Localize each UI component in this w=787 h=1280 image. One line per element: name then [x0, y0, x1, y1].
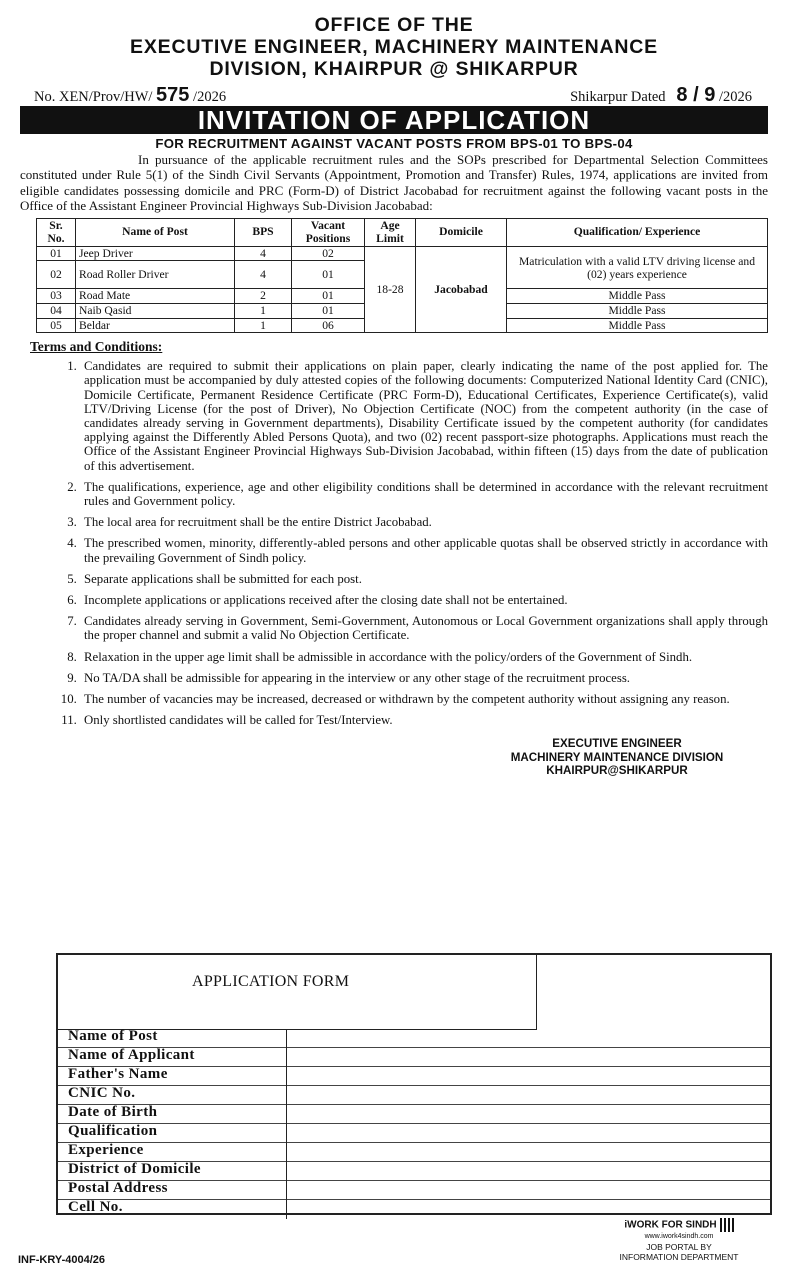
reference-line — [20, 84, 768, 106]
advertisement-page — [20, 14, 768, 778]
cell-bps: 4 — [235, 246, 292, 261]
list-item: 4. The prescribed women, minority, differently-abled persons and other applicable quotas shall be observed strictly in accordance with the prevailing Government of Sindh policy. — [80, 536, 768, 564]
form-row-fathers-name[interactable] — [58, 1067, 770, 1086]
cell-sr: 02 — [37, 261, 76, 289]
cell-bps: 1 — [235, 304, 292, 319]
intro-paragraph — [20, 152, 768, 214]
cell-domicile: Jacobabad — [416, 246, 507, 332]
col-age: Age Limit — [365, 218, 416, 246]
cell-vacant: 01 — [292, 304, 365, 319]
dated-label: Shikarpur Dated — [570, 89, 666, 105]
cell-bps: 1 — [235, 318, 292, 333]
list-item: 2. The qualifications, experience, age and other eligibility conditions shall be determined in accordance with the relevant recruitment rules and Government policy. — [80, 480, 768, 508]
form-row-name-of-post[interactable] — [58, 1029, 770, 1048]
portal-line-2: INFORMATION DEPARTMENT — [619, 1252, 739, 1262]
form-row-qualification[interactable] — [58, 1124, 770, 1143]
cell-qualification: Middle Pass — [507, 304, 768, 319]
form-fields — [58, 1029, 770, 1218]
list-item: 9. No TA/DA shall be admissible for appearing in the interview or any other stage of the recruitment process. — [80, 671, 768, 685]
iwork-portal-badge — [614, 1218, 744, 1262]
cell-post: Jeep Driver — [76, 246, 235, 261]
cell-post: Road Roller Driver — [76, 261, 235, 289]
signature-block — [484, 737, 750, 778]
cell-sr: 01 — [37, 246, 76, 261]
form-row-cell-no[interactable] — [58, 1200, 770, 1218]
portal-url: www.iwork4sindh.com — [644, 1233, 714, 1240]
form-title: APPLICATION FORM — [192, 973, 350, 990]
field-label: Experience — [68, 1142, 144, 1158]
signatory-location: KHAIRPUR@SHIKARPUR — [546, 764, 688, 778]
terms-list — [20, 359, 768, 727]
cell-post: Road Mate — [76, 289, 235, 304]
invitation-banner: INVITATION OF APPLICATION — [20, 106, 768, 134]
cell-vacant: 01 — [292, 261, 365, 289]
portal-line-1: JOB PORTAL BY — [646, 1242, 712, 1252]
intro-text: In pursuance of the applicable recruitment rules and the SOPs prescribed for Departmental Selection Committees constituted under Rule 5(1) of the Sindh Civil Servants (Appointment, Promotion and Transfer) Rules, 1974, applications are invited from eligible candidates possessing domicile and PRC (Form-D) of District Jacobabad for recruitment against the following vacant posts in the Office of the Assistant Engineer Provincial Highways Sub-Division Jacobabad: — [20, 152, 768, 214]
reference-number: 575 — [156, 84, 190, 106]
table-row — [37, 246, 768, 261]
col-post: Name of Post — [76, 218, 235, 246]
dated-value: 8 / 9 — [676, 84, 716, 106]
list-item: 11. Only shortlisted candidates will be called for Test/Interview. — [80, 713, 768, 727]
cell-sr: 03 — [37, 289, 76, 304]
field-label: Name of Applicant — [68, 1047, 195, 1063]
cell-age-limit: 18-28 — [365, 246, 416, 332]
col-vacant: Vacant Positions — [292, 218, 365, 246]
col-sr: Sr. No. — [37, 218, 76, 246]
field-label: Father's Name — [68, 1066, 168, 1082]
photo-box — [536, 955, 770, 1029]
cell-qualification: Middle Pass — [507, 289, 768, 304]
col-bps: BPS — [235, 218, 292, 246]
cell-qualification: Middle Pass — [507, 318, 768, 333]
cell-post: Naib Qasid — [76, 304, 235, 319]
advertisement-code: INF-KRY-4004/26 — [18, 1254, 106, 1266]
cell-vacant: 02 — [292, 246, 365, 261]
portal-brand: iWORK FOR SINDH — [624, 1219, 717, 1231]
reference-year: /2026 — [193, 89, 227, 105]
vacant-posts-table — [36, 218, 768, 334]
terms-heading: Terms and Conditions: — [30, 339, 163, 355]
form-row-cnic[interactable] — [58, 1086, 770, 1105]
list-item: 8. Relaxation in the upper age limit shall be admissible in accordance with the policy/orders of the Government of Sindh. — [80, 650, 768, 664]
application-form — [56, 953, 772, 1215]
office-header — [20, 14, 768, 80]
form-row-postal-address[interactable] — [58, 1181, 770, 1200]
col-domicile: Domicile — [416, 218, 507, 246]
list-item: 5. Separate applications shall be submitted for each post. — [80, 572, 768, 586]
field-label: Name of Post — [68, 1028, 158, 1044]
cell-sr: 04 — [37, 304, 76, 319]
cell-sr: 05 — [37, 318, 76, 333]
field-label: Qualification — [68, 1123, 158, 1139]
qr-code-icon — [720, 1218, 734, 1232]
form-row-name-of-applicant[interactable] — [58, 1048, 770, 1067]
form-row-district-of-domicile[interactable] — [58, 1162, 770, 1181]
field-label: CNIC No. — [68, 1085, 136, 1101]
header-line-1: OFFICE OF THE — [314, 14, 474, 36]
field-label: Date of Birth — [68, 1104, 158, 1120]
list-item: 1. Candidates are required to submit their applications on plain paper, clearly indicating the name of the post applied for. The application must be accompanied by duly attested copies of the following documents: Computerized National Identity Card (CNIC), Domicile Certificate, Permanent Residence Certificate (PRC Form-D), Educational Certificates, Experience Certificate(s), valid LTV/Driving License (for the post of Driver), No Objection Certificate (NOC) from the competent authority (in the case of candidates already serving in Government departments), Disability Certificate issued by the competent authority (for candidates applying against the Differently Abled Persons Quota), and two (02) recent passport-size photographs. Applications must reach the Office of the Assistant Engineer Provincial Highways Sub-Division Jacobabad, within fifteen (15) days from the date of publication of this advertisement. — [80, 359, 768, 473]
cell-bps: 2 — [235, 289, 292, 304]
cell-vacant: 06 — [292, 318, 365, 333]
table-header-row — [37, 218, 768, 246]
form-title-cell — [58, 955, 537, 1030]
recruitment-subtitle: FOR RECRUITMENT AGAINST VACANT POSTS FROM BPS-01 TO BPS-04 — [155, 136, 633, 151]
cell-bps: 4 — [235, 261, 292, 289]
form-row-date-of-birth[interactable] — [58, 1105, 770, 1124]
header-line-2: EXECUTIVE ENGINEER, MACHINERY MAINTENANCE — [130, 36, 658, 58]
cell-post: Beldar — [76, 318, 235, 333]
list-item: 3. The local area for recruitment shall be the entire District Jacobabad. — [80, 515, 768, 529]
signatory-division: MACHINERY MAINTENANCE DIVISION — [510, 750, 724, 764]
dated-year: /2026 — [718, 89, 752, 105]
form-row-experience[interactable] — [58, 1143, 770, 1162]
list-item: 7. Candidates already serving in Government, Semi-Government, Autonomous or Local Government organizations shall apply through the proper channel and submit a valid No Objection Certificate. — [80, 614, 768, 642]
reference-prefix: No. XEN/Prov/HW/ — [34, 89, 153, 105]
field-label: Postal Address — [68, 1180, 168, 1196]
list-item: 10. The number of vacancies may be increased, decreased or withdrawn by the competent authority without assigning any reason. — [80, 692, 768, 706]
signatory-title: EXECUTIVE ENGINEER — [552, 737, 682, 751]
field-label: District of Domicile — [68, 1161, 201, 1177]
list-item: 6. Incomplete applications or applications received after the closing date shall not be entertained. — [80, 593, 768, 607]
field-label: Cell No. — [68, 1199, 123, 1215]
header-line-3: DIVISION, KHAIRPUR @ SHIKARPUR — [209, 58, 579, 80]
cell-vacant: 01 — [292, 289, 365, 304]
cell-driver-qualification: Matriculation with a valid LTV driving license and (02) years experience — [507, 246, 768, 289]
col-qualification: Qualification/ Experience — [507, 218, 768, 246]
